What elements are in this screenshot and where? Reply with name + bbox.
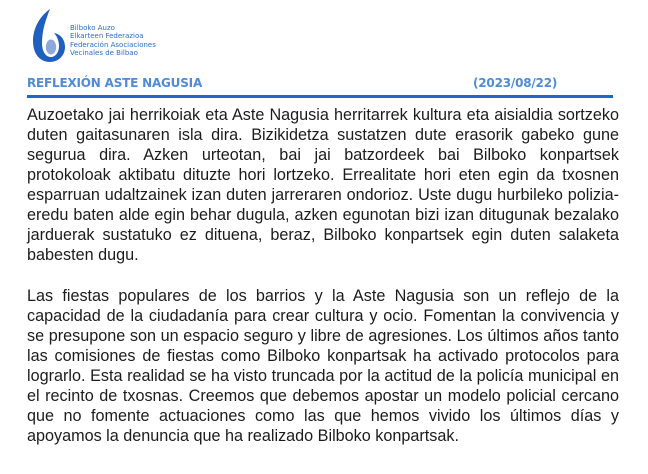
paragraph-spanish: Las fiestas populares de los barrios y la Aste Nagusia son un reflejo de la capacidad de la ciudadanía para crear cultura y ocio. Fomentan la convivencia y se presupone son un espacio seguro y libre de agresiones. Los últimos años tanto las comisiones de fiestas como Bilboko konpartsak ha activado protocolos para lograrlo. Esta realidad se ha visto truncada por la actitud de la policía municipal en el recinto de txosnas. Creemos que debemos apostar un modelo policial cercano que no fomente actuaciones como las que hemos vivido los últimos días y apoyamos la denuncia que ha realizado Bilboko konpartsak. <box>27 287 619 445</box>
paragraph-basque: Auzoetako jai herrikoiak eta Aste Nagusia herritarrek kultura eta aisialdia sortzeko duten gaitasunaren isla dira. Bizikidetza sustatzen dute erasorik gabeko gune segurua dira. Azken urteotan, bai jai batzordeek bai Bilboko konpartsek protokoloak aktibatu dituzte hori lortzeko. Errealitate hori eten egin da txosnen esparruan udaltzainek izan duten jarreraren ondorioz. Uste dugu hurbileko polizia-eredu baten alde egin behar dugula, azken egunotan bizi izan ditugunak bezalako jarduerak sustatuko ez dituena, beraz, Bilboko konpartsek egin duten salaketa babesten dugu. <box>27 106 619 264</box>
logo-line: Vecinales de Bilbao <box>70 48 138 57</box>
logo-text-basque <box>70 25 156 40</box>
logo-line: Elkarteen Federazioa <box>70 31 144 40</box>
organization-logo <box>30 8 180 64</box>
document-header <box>27 76 613 92</box>
logo-line: Bilboko Auzo <box>70 24 115 32</box>
federation-logo-icon <box>30 8 66 64</box>
document-title: REFLEXIÓN ASTE NAGUSIA <box>27 76 203 90</box>
logo-text-spanish <box>70 42 156 57</box>
logo-line: Federación Asociaciones <box>70 41 156 50</box>
logo-text <box>70 25 156 57</box>
header-divider <box>27 95 613 98</box>
document-date: (2023/08/22) <box>473 76 558 90</box>
